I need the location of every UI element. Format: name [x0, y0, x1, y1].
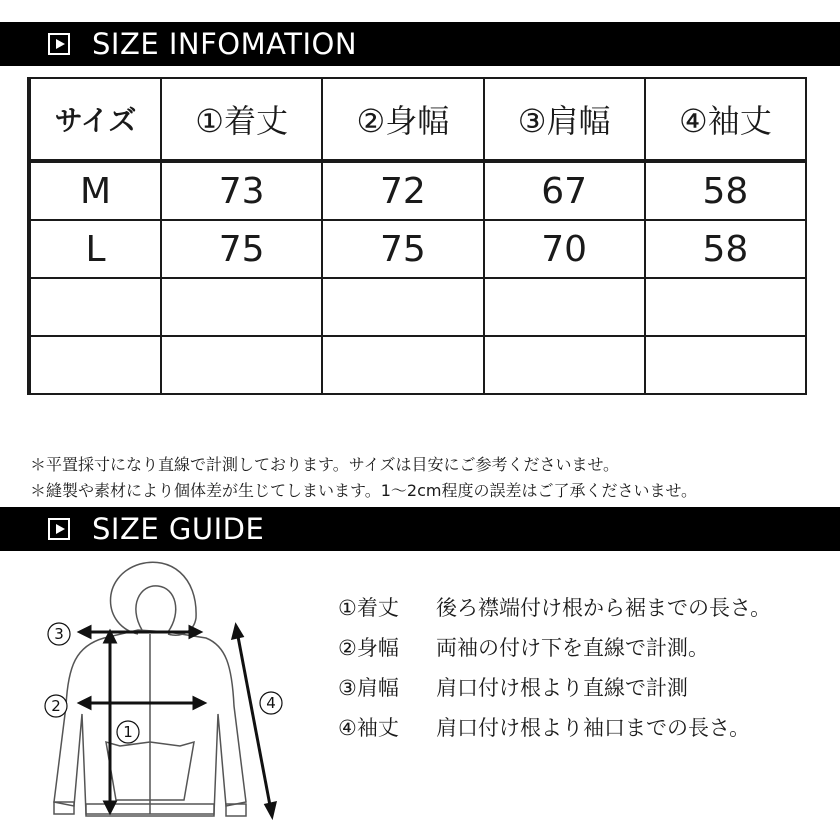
- guide-label: ④袖丈: [338, 716, 399, 740]
- table-row: [29, 278, 806, 336]
- guide-description: 後ろ襟端付け根から裾までの長さ。: [436, 596, 772, 620]
- marker-2-label: 2: [51, 697, 61, 715]
- size-information-header: [0, 22, 840, 66]
- header-sleeve: ④袖丈: [645, 78, 806, 161]
- size-cell: [29, 336, 161, 394]
- size-guide-list: [338, 588, 771, 748]
- length-cell: 75: [161, 220, 322, 278]
- width-cell: [322, 336, 483, 394]
- measurement-arrows: [80, 626, 275, 816]
- size-cell: M: [29, 161, 161, 220]
- guide-description: 肩口付け根より袖口までの長さ。: [436, 716, 751, 740]
- sleeve-cell: [645, 336, 806, 394]
- shoulder-cell: [484, 336, 645, 394]
- guide-item: [338, 588, 771, 628]
- hoodie-outline: [54, 562, 246, 816]
- length-cell: 73: [161, 161, 322, 220]
- guide-item: [338, 668, 771, 708]
- note-line: ＊平置採寸になり直線で計測しております。サイズは目安にご参考くださいませ。: [30, 455, 619, 474]
- width-cell: 75: [322, 220, 483, 278]
- length-cell: [161, 336, 322, 394]
- sleeve-arrow: [236, 626, 272, 816]
- size-table-header-row: [29, 78, 806, 161]
- shoulder-cell: [484, 278, 645, 336]
- shoulder-cell: 70: [484, 220, 645, 278]
- measurement-notes: [30, 452, 697, 504]
- header-shoulder: ③肩幅: [484, 78, 645, 161]
- header-width: ②身幅: [322, 78, 483, 161]
- size-table: [27, 77, 807, 395]
- width-cell: [322, 278, 483, 336]
- size-guide-title: SIZE GUIDE: [92, 512, 265, 546]
- header-length: ①着丈: [161, 78, 322, 161]
- size-information-title: SIZE INFOMATION: [92, 27, 358, 61]
- marker-4-label: 4: [266, 694, 276, 712]
- guide-label: ①着丈: [338, 596, 399, 620]
- sleeve-cell: [645, 278, 806, 336]
- table-row: [29, 161, 806, 220]
- shoulder-cell: 67: [484, 161, 645, 220]
- play-icon: [48, 33, 70, 55]
- table-row: [29, 336, 806, 394]
- size-cell: [29, 278, 161, 336]
- hoodie-diagram: [30, 556, 300, 838]
- table-row: [29, 220, 806, 278]
- sleeve-cell: 58: [645, 161, 806, 220]
- play-icon: [48, 518, 70, 540]
- header-size: サイズ: [29, 78, 161, 161]
- guide-description: 肩口付け根より直線で計測: [436, 676, 688, 700]
- note-line: ＊縫製や素材により個体差が生じてしまいます。1〜2cm程度の誤差はご了承くださいませ。: [30, 481, 697, 500]
- size-guide-header: [0, 507, 840, 551]
- guide-item: [338, 628, 771, 668]
- guide-label: ②身幅: [338, 636, 399, 660]
- marker-3-label: 3: [54, 625, 64, 643]
- marker-1-label: 1: [123, 723, 133, 741]
- guide-item: [338, 708, 771, 748]
- guide-description: 両袖の付け下を直線で計測。: [436, 636, 709, 660]
- width-cell: 72: [322, 161, 483, 220]
- size-cell: L: [29, 220, 161, 278]
- guide-label: ③肩幅: [338, 676, 399, 700]
- sleeve-cell: 58: [645, 220, 806, 278]
- length-cell: [161, 278, 322, 336]
